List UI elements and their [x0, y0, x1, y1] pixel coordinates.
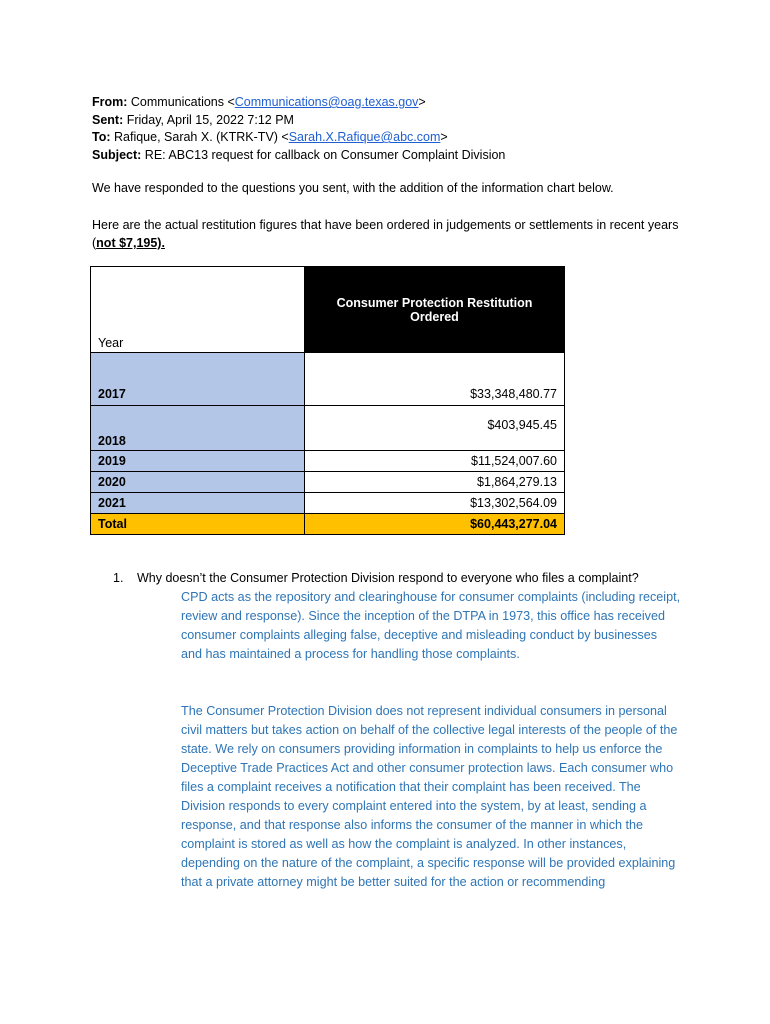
sent-line [92, 112, 505, 130]
total-label: Total [91, 514, 305, 535]
year-cell: 2021 [91, 493, 305, 514]
amount-cell: $13,302,564.09 [305, 493, 565, 514]
to-name: Rafique, Sarah X. (KTRK-TV) < [114, 130, 289, 144]
year-cell: 2020 [91, 472, 305, 493]
year-cell: 2019 [91, 451, 305, 472]
restitution-table [90, 266, 565, 535]
table-row [91, 472, 565, 493]
year-header: Year [91, 267, 305, 353]
from-label: From: [92, 95, 128, 109]
table-row [91, 353, 565, 406]
table-row [91, 451, 565, 472]
restitution-paragraph [92, 216, 692, 252]
restitution-emphasis: not $7,195). [96, 236, 165, 250]
from-name: Communications < [130, 95, 235, 109]
question-1 [113, 570, 639, 587]
restitution-header: Consumer Protection Restitution Ordered [305, 267, 565, 353]
table-header-row [91, 267, 565, 353]
question-number: 1. [113, 571, 124, 585]
table-row [91, 406, 565, 451]
question-text: Why doesn’t the Consumer Protection Division respond to everyone who files a complaint? [137, 571, 639, 585]
to-line [92, 129, 505, 147]
subject-label: Subject: [92, 147, 142, 162]
to-close: > [440, 130, 448, 144]
sent-value: Friday, April 15, 2022 7:12 PM [126, 112, 294, 127]
total-amount: $60,443,277.04 [305, 514, 565, 535]
total-row [91, 514, 565, 535]
restitution-text: Here are the actual restitution figures that have been ordered in judgements or settlements in recent years ( [92, 218, 679, 250]
from-close: > [418, 95, 426, 109]
amount-cell: $403,945.45 [305, 406, 565, 451]
answer-paragraph-1: CPD acts as the repository and clearinghouse for consumer complaints (including receipt, review and response). Since the inception of the DTPA in 1973, this office has received consumer complaints alleging false, deceptive and misleading conduct by businesses and has maintained a process for handling those complaints. [181, 590, 681, 661]
year-cell: 2018 [91, 406, 305, 451]
to-email-link[interactable]: Sarah.X.Rafique@abc.com [288, 130, 441, 144]
from-line [92, 94, 505, 112]
year-cell: 2017 [91, 353, 305, 406]
sent-label: Sent: [92, 112, 124, 127]
intro-paragraph: We have responded to the questions you sent, with the addition of the information chart below. [92, 181, 614, 195]
amount-cell: $33,348,480.77 [305, 353, 565, 406]
email-header [92, 94, 505, 164]
subject-line [92, 147, 505, 165]
answer-paragraph-2: The Consumer Protection Division does not represent individual consumers in personal civil matters but takes action on behalf of the collective legal interests of the people of the state. We rely on consumers providing information in complaints to help us enforce the Deceptive Trade Practices Act and other consumer protection laws. Each consumer who files a complaint receives a notification that their complaint has been received. The Division responds to every complaint entered into the system, by at least, sending a response, and that response also informs the consumer of the manner in which the complaint is stored as well as how the complaint is analyzed. In other instances, depending on the nature of the complaint, a specific response will be provided explaining that a private attorney might be better suited for the action or recommending [181, 704, 678, 889]
subject-value: RE: ABC13 request for callback on Consumer Complaint Division [144, 147, 506, 162]
to-label: To: [92, 130, 111, 144]
from-email-link[interactable]: Communications@oag.texas.gov [234, 95, 419, 109]
amount-cell: $11,524,007.60 [305, 451, 565, 472]
amount-cell: $1,864,279.13 [305, 472, 565, 493]
table-row [91, 493, 565, 514]
